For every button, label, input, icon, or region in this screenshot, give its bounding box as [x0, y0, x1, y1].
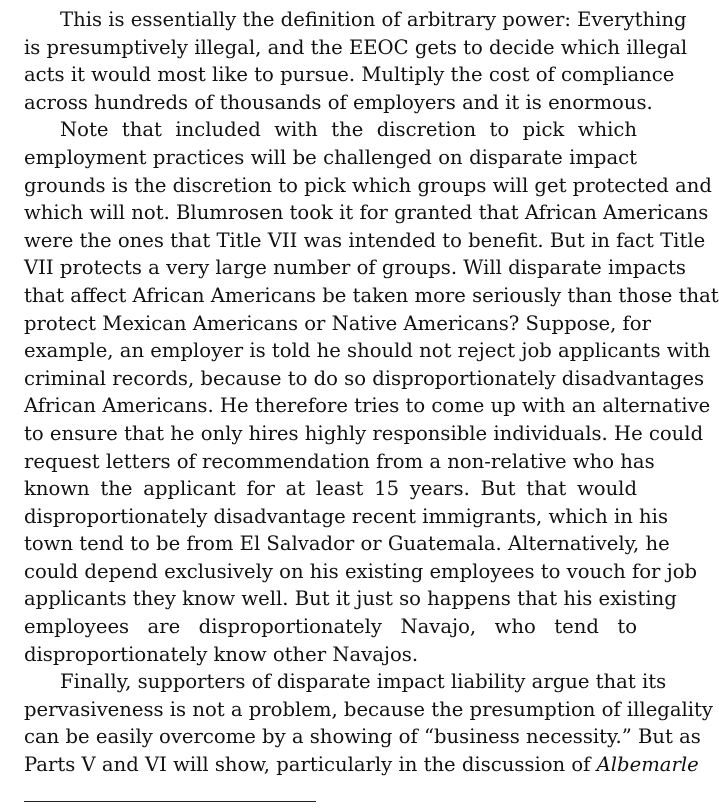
text-line: that affect African Americans be taken more seriously than those that	[24, 283, 719, 307]
text-line: disproportionately know other Navajos.	[24, 642, 419, 666]
text-line-lead: Parts V and VI will show, particularly in the discussion of	[24, 753, 597, 777]
text-line: protect Mexican Americans or Native Americans? Suppose, for	[24, 311, 651, 335]
text-line: can be easily overcome by a showing of “business necessity.” But as	[24, 725, 701, 749]
text-line: which will not. Blumrosen took it for granted that African Americans	[24, 201, 709, 225]
text-line: were the ones that Title VII was intended to benefit. But in fact Title	[24, 228, 706, 252]
text-line: request letters of recommendation from a non-relative who has	[24, 449, 655, 473]
text-line: pervasiveness is not a problem, because the presumption of illegality	[24, 697, 713, 721]
text-line: grounds is the discretion to pick which groups will get protected and	[24, 173, 712, 197]
text-line: This is essentially the definition of arbitrary power: Everything	[60, 8, 687, 31]
text-line: applicants they know well. But it just so happens that his existing	[24, 587, 677, 611]
paragraph-1	[24, 6, 688, 116]
text-line: African Americans. He therefore tries to come up with an alternative	[24, 394, 711, 418]
text-line: example, an employer is told he should not reject job applicants with	[24, 339, 711, 363]
text-line: to ensure that he only hires highly responsible individuals. He could	[24, 421, 704, 445]
case-name-italic: Albemarle	[596, 753, 699, 777]
text-line: Note that included with the discretion to pick which	[60, 118, 637, 142]
text-line: across hundreds of thousands of employers and it is enormous.	[24, 90, 653, 114]
paragraph-2	[24, 116, 719, 668]
text-line: could depend exclusively on his existing employees to vouch for job	[24, 559, 698, 583]
text-line: criminal records, because to do so disproportionately disadvantages	[24, 366, 704, 390]
text-line-last	[24, 751, 699, 779]
text-line: employees are disproportionately Navajo, who tend to	[24, 615, 637, 639]
footnote-separator	[24, 801, 316, 802]
text-line: Finally, supporters of disparate impact liability argue that its	[60, 670, 667, 694]
text-line: VII protects a very large number of groups. Will disparate impacts	[24, 256, 686, 280]
paragraph-3	[24, 668, 713, 778]
text-line: employment practices will be challenged on disparate impact	[24, 145, 637, 169]
text-line: town tend to be from El Salvador or Guatemala. Alternatively, he	[24, 532, 670, 556]
text-line: disproportionately disadvantage recent immigrants, which in his	[24, 504, 669, 528]
document-body	[24, 6, 719, 779]
text-line: known the applicant for at least 15 years. But that would	[24, 477, 637, 501]
text-line: acts it would most like to pursue. Multiply the cost of compliance	[24, 63, 675, 87]
text-line: is presumptively illegal, and the EEOC gets to decide which illegal	[24, 35, 688, 59]
